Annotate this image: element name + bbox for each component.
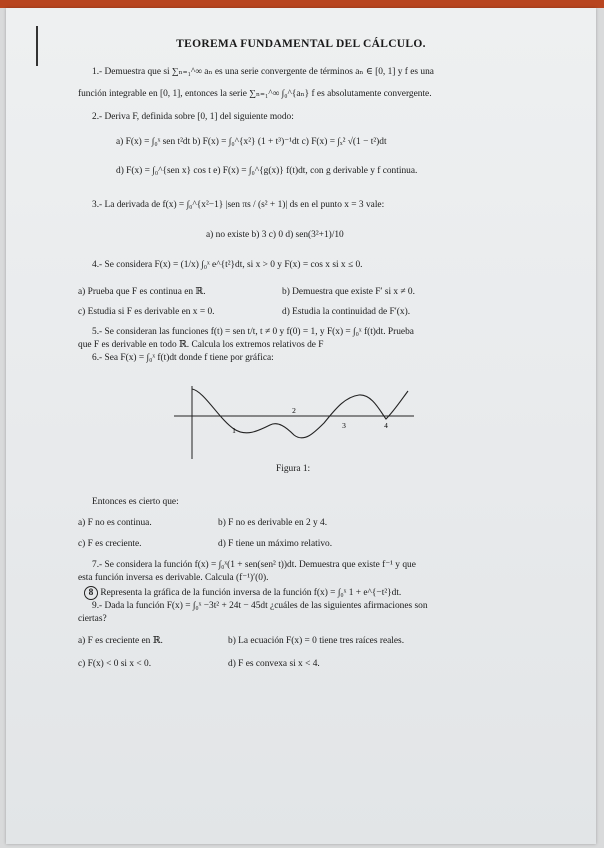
exercise-6-d: d) F tiene un máximo relativo. xyxy=(218,539,333,549)
exercise-4-a: a) Prueba que F es continua en ℝ. xyxy=(78,287,206,297)
exercise-6-question: Entonces es cierto que: xyxy=(92,497,179,507)
exercise-5-line-2: que F es derivable en todo ℝ. Calcula los extremos relativos de F xyxy=(78,340,324,350)
exercise-2-row-2: d) F(x) = ∫₀^{sen x} cos t e) F(x) = ∫₀^{g(x)} f(t)dt, con g derivable y f continua. xyxy=(116,166,418,176)
exercise-6-c: c) F es creciente. xyxy=(78,539,142,549)
exercise-3-options: a) no existe b) 3 c) 0 d) sen(3²+1)/10 xyxy=(206,230,344,240)
exercise-9-c: c) F(x) < 0 si x < 0. xyxy=(78,659,152,669)
circled-number-8: 8 xyxy=(84,586,98,600)
graph-tick-4: 4 xyxy=(384,421,388,430)
exercise-9-a: a) F es creciente en ℝ. xyxy=(78,636,163,646)
exercise-5-line-1: 5.- Se consideran las funciones f(t) = sen t/t, t ≠ 0 y f(0) = 1, y F(x) = ∫₀ˣ f(t)dt. Prueba xyxy=(92,327,414,337)
photo-top-edge xyxy=(0,0,604,8)
exercise-9-d: d) F es convexa si x < 4. xyxy=(228,659,320,669)
exam-sheet xyxy=(6,8,596,844)
exercise-4-heading: 4.- Se considera F(x) = (1/x) ∫₀ˣ e^{t²}dt, si x > 0 y F(x) = cos x si x ≤ 0. xyxy=(92,260,363,270)
graph-curve xyxy=(192,389,408,438)
exercise-3-line-1: 3.- La derivada de f(x) = ∫₀^{x²−1} |sen πs / (s² + 1)| ds en el punto x = 3 vale: xyxy=(92,200,385,210)
graph-tick-3: 3 xyxy=(342,421,346,430)
exercise-1-line-2: función integrable en [0, 1], entonces la serie ∑ₙ₌₁^∞ ∫₀^{aₙ} f es absolutamente convergente. xyxy=(78,89,432,99)
exercise-9-b: b) La ecuación F(x) = 0 tiene tres raíces reales. xyxy=(228,636,405,646)
exercise-4-c: c) Estudia si F es derivable en x = 0. xyxy=(78,307,215,317)
exercise-9-line-2: ciertas? xyxy=(78,614,107,624)
exercise-9-line-1: 9.- Dada la función F(x) = ∫₀ˣ −3t² + 24t − 45dt ¿cuáles de las siguientes afirmaciones son xyxy=(92,601,428,611)
exercise-8 xyxy=(84,586,401,600)
exercise-4-b: b) Demuestra que existe F′ si x ≠ 0. xyxy=(282,287,415,297)
graph-tick-2: 2 xyxy=(292,406,296,415)
exercise-7-line-2: esta función inversa es derivable. Calcula (f⁻¹)′(0). xyxy=(78,573,269,583)
function-graph xyxy=(174,381,414,461)
graph-tick-1: 1 xyxy=(232,426,236,435)
exercise-6-heading: 6.- Sea F(x) = ∫₀ˣ f(t)dt donde f tiene por gráfica: xyxy=(92,353,274,363)
exercise-4-d: d) Estudia la continuidad de F′(x). xyxy=(282,307,411,317)
exercise-1-line-1: 1.- Demuestra que si ∑ₙ₌₁^∞ aₙ es una serie convergente de términos aₙ ∈ [0, 1] y f es una xyxy=(92,67,434,77)
exercise-2-row-1: a) F(x) = ∫₀ˣ sen t²dt b) F(x) = ∫₀^{x²} (1 + t³)⁻¹dt c) F(x) = ∫ₓ² √(1 − t²)dt xyxy=(116,137,387,147)
exercise-7-line-1: 7.- Se considera la función f(x) = ∫₀ˣ(1 + sen(sen² t))dt. Demuestra que existe f⁻¹ y que xyxy=(92,560,416,570)
figure-caption: Figura 1: xyxy=(276,464,311,474)
exercise-2-heading: 2.- Deriva F, definida sobre [0, 1] del siguiente modo: xyxy=(92,112,294,122)
exercise-8-text: Representa la gráfica de la función inversa de la función f(x) = ∫₀ˣ 1 + e^{−t²}dt. xyxy=(100,588,402,598)
exercise-6-b: b) F no es derivable en 2 y 4. xyxy=(218,518,328,528)
page-title: TEOREMA FUNDAMENTAL DEL CÁLCULO. xyxy=(176,38,426,50)
exercise-6-a: a) F no es continua. xyxy=(78,518,152,528)
